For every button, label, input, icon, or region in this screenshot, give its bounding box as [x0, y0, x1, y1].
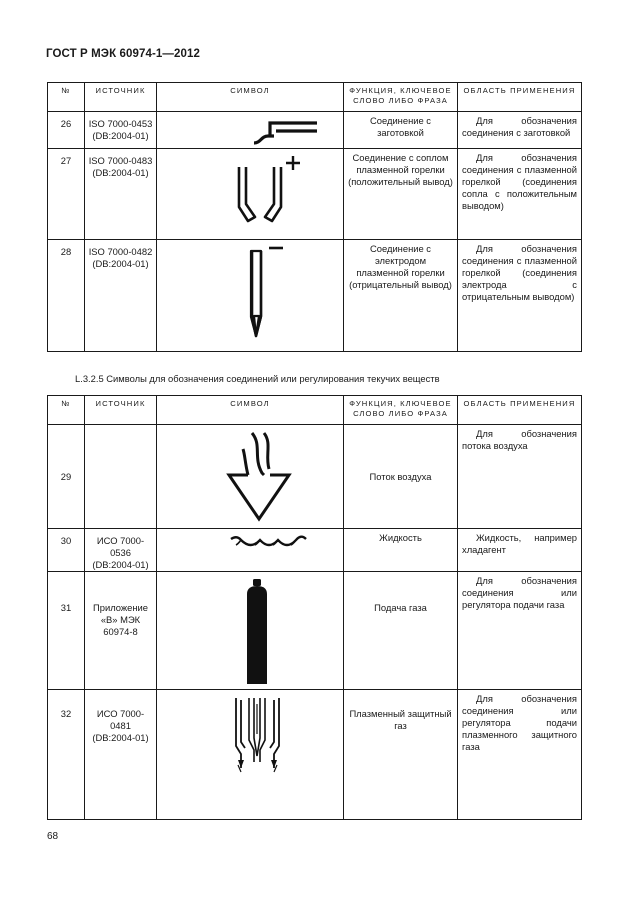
- row-area: Для обозначения соединения с плазменной горелкой (соединения сопла с положительным выводом): [458, 149, 582, 240]
- col-header-function: ФУНКЦИЯ, КЛЮЧЕВОЕ СЛОВО ЛИБО ФРАЗА: [344, 396, 458, 425]
- row-function: Соединение с заготовкой: [344, 112, 458, 149]
- liquid-waves-icon: [157, 529, 343, 567]
- row-function: Плазменный защитный газ: [344, 690, 458, 820]
- row-function: Поток воздуха: [344, 425, 458, 529]
- row-num: 31: [48, 572, 85, 690]
- row-function: Подача газа: [344, 572, 458, 690]
- row-function: Жидкость: [344, 529, 458, 572]
- air-flow-arrow-icon: [157, 425, 343, 529]
- row-source: ISO 7000-0483 (DB:2004-01): [85, 149, 157, 240]
- table-row: [48, 572, 582, 690]
- row-area: Для обозначения соединения или регулятора подачи газа: [458, 572, 582, 690]
- document-header-title: ГОСТ Р МЭК 60974-1—2012: [46, 48, 200, 60]
- row-function: Соединение с соплом плазменной горелки (положительный вывод): [344, 149, 458, 240]
- symbols-table-2: [47, 395, 582, 820]
- gas-cylinder-icon: [157, 572, 343, 690]
- row-num: 28: [48, 240, 85, 352]
- row-source: Приложение «В» МЭК 60974-8: [85, 572, 157, 690]
- row-source: ISO 7000-0482 (DB:2004-01): [85, 240, 157, 352]
- row-area: Жидкость, например хладагент: [458, 529, 582, 572]
- col-header-area: ОБЛАСТЬ ПРИМЕНЕНИЯ: [458, 83, 582, 112]
- row-source: ИСО 7000-0536 (DB:2004-01): [85, 529, 157, 572]
- table-row: [48, 529, 582, 572]
- col-header-symbol: СИМВОЛ: [157, 83, 344, 112]
- page-number: 68: [47, 831, 59, 842]
- row-num: 26: [48, 112, 85, 149]
- row-source: [85, 425, 157, 529]
- row-symbol: [157, 240, 344, 352]
- table-row: [48, 690, 582, 820]
- row-num: 27: [48, 149, 85, 240]
- workpiece-connection-icon: [157, 112, 343, 149]
- row-area: Для обозначения соединения с плазменной горелкой (соединения электрода с отрицательным выводом): [458, 240, 582, 352]
- table-header-row: [48, 396, 582, 425]
- row-source: ИСО 7000-0481 (DB:2004-01): [85, 690, 157, 820]
- table-row: [48, 112, 582, 149]
- table-row: [48, 149, 582, 240]
- row-area: Для обозначения соединения или регулятора подачи плазменного защитного газа: [458, 690, 582, 820]
- row-area: Для обозначения потока воздуха: [458, 425, 582, 529]
- row-source: ISO 7000-0453 (DB:2004-01): [85, 112, 157, 149]
- col-header-source: ИСТОЧНИК: [85, 83, 157, 112]
- row-symbol: [157, 112, 344, 149]
- plasma-shielding-gas-icon: [157, 690, 343, 820]
- row-function: Соединение с электродом плазменной горелки (отрицательный вывод): [344, 240, 458, 352]
- table-row: [48, 425, 582, 529]
- col-header-num: №: [48, 396, 85, 425]
- col-header-symbol: СИМВОЛ: [157, 396, 344, 425]
- col-header-source: ИСТОЧНИК: [85, 396, 157, 425]
- symbols-table-1: [47, 82, 582, 352]
- row-symbol: [157, 529, 344, 572]
- section-title: L.3.2.5 Символы для обозначения соединений или регулирования текучих веществ: [75, 373, 440, 384]
- row-area: Для обозначения соединения с заготовкой: [458, 112, 582, 149]
- table-row: [48, 240, 582, 352]
- row-symbol: [157, 425, 344, 529]
- col-header-num: №: [48, 83, 85, 112]
- row-num: 32: [48, 690, 85, 820]
- row-symbol: [157, 149, 344, 240]
- plasma-torch-nozzle-positive-icon: [157, 149, 343, 240]
- row-num: 30: [48, 529, 85, 572]
- row-symbol: [157, 572, 344, 690]
- row-symbol: [157, 690, 344, 820]
- plasma-torch-electrode-negative-icon: [157, 240, 343, 352]
- row-num: 29: [48, 425, 85, 529]
- col-header-area: ОБЛАСТЬ ПРИМЕНЕНИЯ: [458, 396, 582, 425]
- table-header-row: [48, 83, 582, 112]
- col-header-function: ФУНКЦИЯ, КЛЮЧЕВОЕ СЛОВО ЛИБО ФРАЗА: [344, 83, 458, 112]
